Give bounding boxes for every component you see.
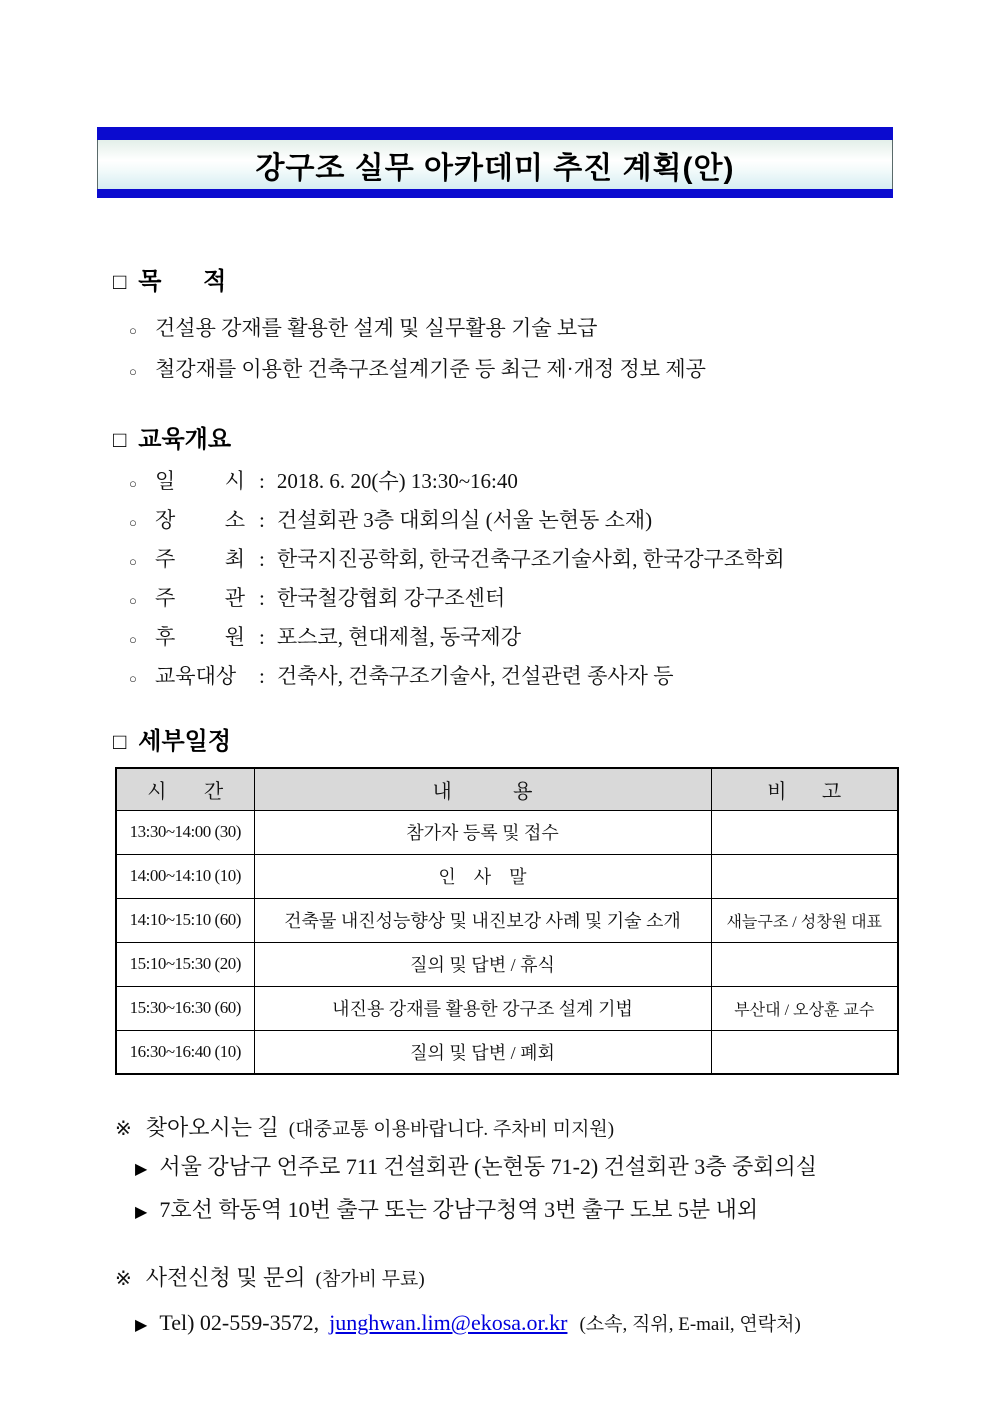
directions-item-text: 서울 강남구 언주로 711 건설회관 (논현동 71-2) 건설회관 3층 중회의실	[159, 1154, 818, 1179]
overview-heading	[113, 425, 913, 455]
circle-bullet-icon: ○	[129, 554, 137, 569]
list-item	[129, 619, 913, 658]
list-item	[129, 350, 913, 391]
cell-content: 내진용 강재를 활용한 강구조 설계 기법	[254, 986, 711, 1030]
contact-heading-label: 사전신청 및 문의	[145, 1265, 306, 1290]
column-header-label: 비 고	[767, 780, 842, 803]
list-item	[135, 1147, 913, 1190]
cell-note	[711, 854, 898, 898]
overview-item-value: 포스코, 현대제철, 동국제강	[276, 625, 521, 649]
overview-item-label: 주 관	[155, 586, 245, 610]
schedule-heading	[113, 727, 913, 757]
circle-bullet-icon: ○	[129, 632, 137, 647]
contact-heading-note: (참가비 무료)	[315, 1269, 425, 1290]
contact-tel: Tel) 02-559-3572,	[159, 1310, 320, 1335]
reference-mark-icon: ※	[115, 1268, 132, 1290]
contact-suffix: (소속, 직위, E-mail, 연락처)	[579, 1314, 801, 1335]
section-box-icon: □	[113, 729, 127, 754]
purpose-list	[129, 309, 913, 391]
column-header-content	[254, 768, 711, 810]
circle-bullet-icon: ○	[129, 364, 137, 379]
cell-time: 15:30~16:30 (60)	[116, 986, 254, 1030]
cell-time: 13:30~14:00 (30)	[116, 810, 254, 854]
list-item	[129, 502, 913, 541]
column-header-label: 시 간	[147, 780, 224, 803]
purpose-heading-label: 목 적	[138, 268, 227, 295]
cell-content: 질의 및 답변 / 휴식	[254, 942, 711, 986]
label-colon: :	[259, 469, 265, 493]
overview-item-value: 건축사, 건축구조기술사, 건설관련 종사자 등	[276, 664, 674, 688]
purpose-item-text: 건설용 강재를 활용한 설계 및 실무활용 기술 보급	[155, 316, 598, 340]
directions-heading-note: (대중교통 이용바랍니다. 주차비 미지원)	[288, 1119, 615, 1140]
section-directions	[115, 1111, 913, 1233]
directions-item-text: 7호선 학동역 10번 출구 또는 강남구청역 3번 출구 도보 5분 내외	[159, 1197, 759, 1222]
document-content	[113, 197, 913, 1348]
section-overview	[113, 425, 913, 697]
banner-body	[97, 140, 893, 189]
label-colon: :	[259, 547, 265, 571]
cell-note: 부산대 / 오상훈 교수	[711, 986, 898, 1030]
cell-time: 14:10~15:10 (60)	[116, 898, 254, 942]
arrow-bullet-icon: ▶	[135, 1204, 148, 1221]
list-item	[129, 658, 913, 697]
table-row	[116, 810, 898, 854]
overview-item-label: 주 최	[155, 547, 245, 571]
label-colon: :	[259, 664, 265, 688]
overview-list	[129, 463, 913, 697]
table-row	[116, 986, 898, 1030]
cell-note: 새늘구조 / 성창원 대표	[711, 898, 898, 942]
list-item	[129, 580, 913, 619]
overview-item-label: 후 원	[155, 625, 245, 649]
list-item	[129, 463, 913, 502]
circle-bullet-icon: ○	[129, 476, 137, 491]
overview-item-value: 한국지진공학회, 한국건축구조기술사회, 한국강구조학회	[276, 547, 785, 571]
overview-heading-label: 교육개요	[138, 426, 232, 453]
arrow-bullet-icon: ▶	[135, 1317, 148, 1334]
cell-time: 15:10~15:30 (20)	[116, 942, 254, 986]
cell-content: 건축물 내진성능향상 및 내진보강 사례 및 기술 소개	[254, 898, 711, 942]
section-schedule	[113, 727, 913, 1075]
contact-line	[135, 1301, 913, 1348]
label-colon: :	[259, 625, 265, 649]
column-header-note	[711, 768, 898, 810]
cell-note	[711, 810, 898, 854]
table-header-row	[116, 768, 898, 810]
cell-content: 참가자 등록 및 접수	[254, 810, 711, 854]
section-contact	[115, 1261, 913, 1348]
circle-bullet-icon: ○	[129, 323, 137, 338]
circle-bullet-icon: ○	[129, 671, 137, 686]
cell-note	[711, 942, 898, 986]
overview-item-label: 장 소	[155, 508, 245, 532]
email-link[interactable]: junghwan.lim@ekosa.or.kr	[329, 1310, 568, 1335]
cell-content: 질의 및 답변 / 폐회	[254, 1030, 711, 1074]
list-item	[129, 309, 913, 350]
overview-item-value: 건설회관 3층 대회의실 (서울 논현동 소재)	[276, 508, 653, 532]
cell-content: 인 사 말	[254, 854, 711, 898]
reference-mark-icon: ※	[115, 1118, 132, 1140]
overview-item-value: 한국철강협회 강구조센터	[276, 586, 506, 610]
overview-item-value: 2018. 6. 20(수) 13:30~16:40	[276, 469, 518, 493]
list-item	[129, 541, 913, 580]
overview-item-label: 일 시	[155, 469, 245, 493]
section-purpose	[113, 267, 913, 391]
purpose-heading	[113, 267, 913, 297]
column-header-time	[116, 768, 254, 810]
circle-bullet-icon: ○	[129, 593, 137, 608]
table-row	[116, 942, 898, 986]
contact-heading	[115, 1261, 913, 1297]
schedule-heading-label: 세부일정	[138, 728, 232, 755]
circle-bullet-icon: ○	[129, 515, 137, 530]
arrow-bullet-icon: ▶	[135, 1161, 148, 1178]
label-colon: :	[259, 508, 265, 532]
cell-time: 14:00~14:10 (10)	[116, 854, 254, 898]
section-box-icon: □	[113, 427, 127, 452]
table-row	[116, 854, 898, 898]
directions-heading-label: 찾아오시는 길	[145, 1115, 279, 1140]
banner-top-bar	[97, 127, 893, 140]
label-colon: :	[259, 586, 265, 610]
page-title: 강구조 실무 아카데미 추진 계획(안)	[255, 151, 735, 185]
title-banner	[97, 127, 893, 198]
section-box-icon: □	[113, 269, 127, 294]
schedule-table	[115, 767, 899, 1075]
column-header-label: 내 용	[432, 780, 533, 803]
table-row	[116, 898, 898, 942]
cell-time: 16:30~16:40 (10)	[116, 1030, 254, 1074]
directions-heading	[115, 1111, 913, 1147]
cell-note	[711, 1030, 898, 1074]
purpose-item-text: 철강재를 이용한 건축구조설계기준 등 최근 제·개정 정보 제공	[155, 357, 706, 381]
table-row	[116, 1030, 898, 1074]
list-item	[135, 1190, 913, 1233]
overview-item-label: 교육대상	[155, 664, 237, 688]
